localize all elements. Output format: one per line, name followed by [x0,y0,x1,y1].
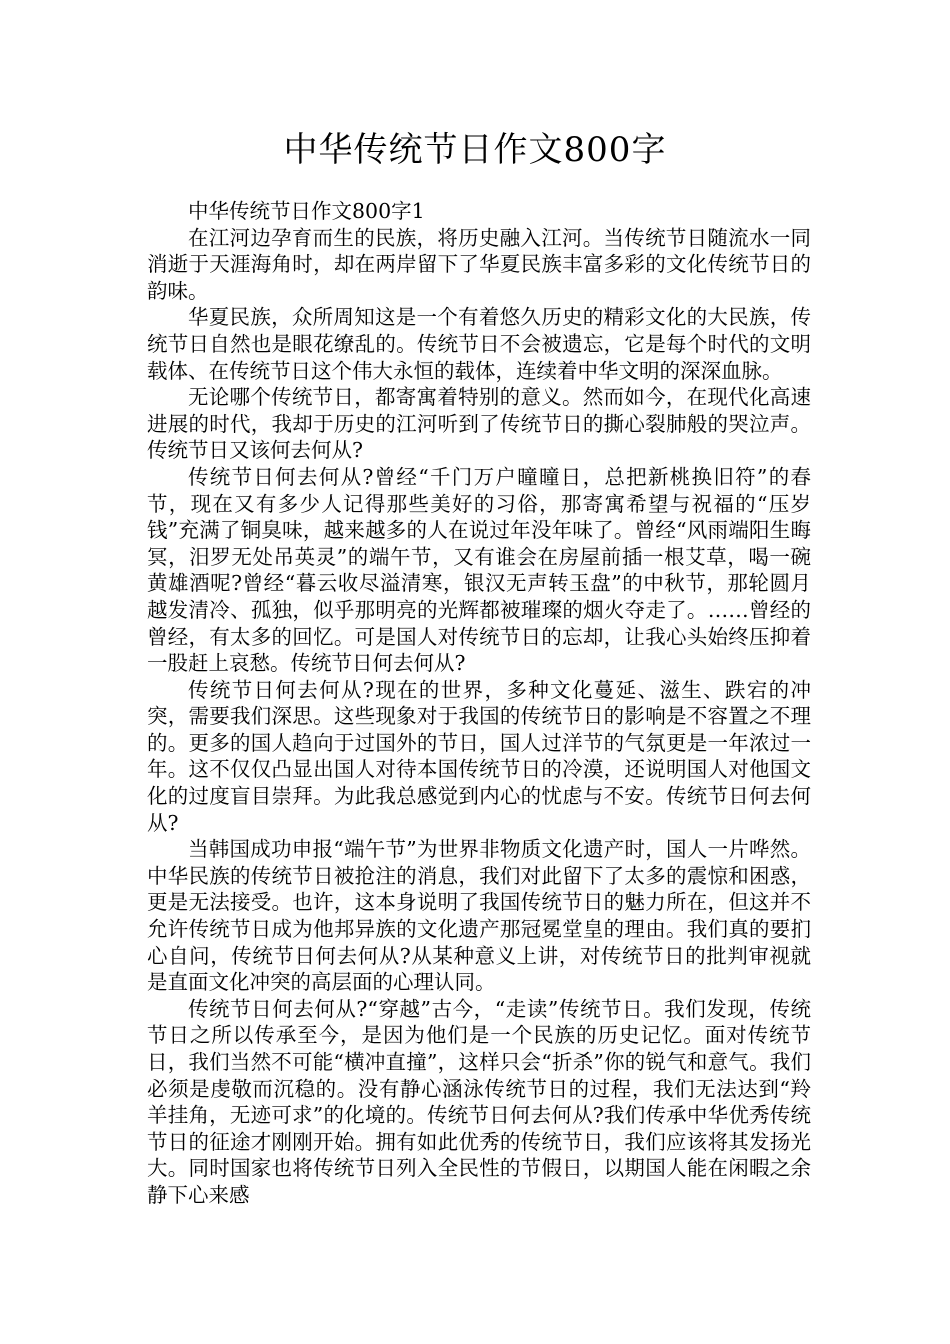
essay-paragraph: 无论哪个传统节日，都寄寓着特别的意义。然而如今，在现代化高速进展的时代，我却于历史的江河听到了传统节日的撕心裂肺般的哭泣声。传统节日又该何去何从? [147,385,811,463]
essay-body [147,198,811,1209]
essay-paragraph: 传统节日何去何从?现在的世界，多种文化蔓延、滋生、跌宕的冲突，需要我们深思。这些现象对于我国的传统节日的影响是不容置之不理的。更多的国人趋向于过国外的节日，国人过洋节的气氛更是一年浓过一年。这不仅仅凸显出国人对待本国传统节日的冷漠，还说明国人对他国文化的过度盲目崇拜。为此我总感觉到内心的忧虑与不安。传统节日何去何从? [147,677,811,835]
essay-paragraph: 传统节日何去何从?“穿越”古今，“走读”传统节日。我们发现，传统节日之所以传承至今，是因为他们是一个民族的历史记忆。面对传统节日，我们当然不可能“横冲直撞”，这样只会“折杀”你的锐气和意气。我们必须是虔敬而沉稳的。没有静心涵泳传统节日的过程，我们无法达到“羚羊挂角，无迹可求”的化境的。传统节日何去何从?我们传承中华优秀传统节日的征途才刚刚开始。拥有如此优秀的传统节日，我们应该将其发扬光大。同时国家也将传统节日列入全民性的节假日，以期国人能在闲暇之余静下心来感 [147,996,811,1207]
essay-paragraph: 华夏民族，众所周知这是一个有着悠久历史的精彩文化的大民族，传统节日自然也是眼花缭乱的。传统节日不会被遗忘，它是每个时代的文明载体、在传统节日这个伟大永恒的载体，连续着中华文明的深深血脉。 [147,305,811,383]
essay-subtitle: 中华传统节日作文800字1 [188,199,425,223]
essay-paragraph: 传统节日何去何从?曾经“千门万户曈曈日，总把新桃换旧符”的春节，现在又有多少人记得那些美好的习俗，那寄寓希望与祝福的“压岁钱”充满了铜臭味，越来越多的人在说过年没年味了。曾经“风雨端阳生晦冥，汨罗无处吊英灵”的端午节，又有谁会在房屋前插一根艾草，喝一碗黄雄酒呢?曾经“暮云收尽溢清寒，银汉无声转玉盘”的中秋节，那轮圆月越发清冷、孤独，似乎那明亮的光辉都被璀璨的烟火夺走了。……曾经的曾经，有太多的回忆。可是国人对传统节日的忘却，让我心头始终压抑着一股赶上哀愁。传统节日何去何从? [147,464,811,676]
essay-paragraph: 当韩国成功申报“端午节”为世界非物质文化遗产时，国人一片哗然。中华民族的传统节日被抢注的消息，我们对此留下了太多的震惊和困惑，更是无法接受。也许，这本身说明了我国传统节日的魅力所在，但这并不允许传统节日成为他邦异族的文化遗产那冠冕堂皇的理由。我们真的要扪心自问，传统节日何去何从?从某种意义上讲，对传统节日的批判审视就是直面文化冲突的高层面的心理认同。 [147,837,811,995]
page-title: 中华传统节日作文800字 [283,130,667,170]
essay-paragraph: 在江河边孕育而生的民族，将历史融入江河。当传统节日随流水一同消逝于天涯海角时，却在两岸留下了华夏民族丰富多彩的文化传统节日的韵味。 [147,225,811,303]
